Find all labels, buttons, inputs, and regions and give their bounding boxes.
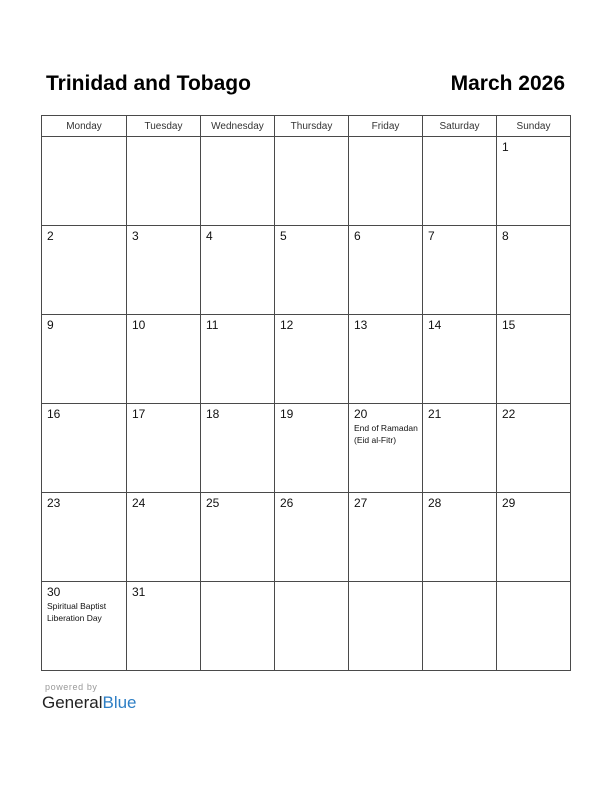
day-cell — [349, 493, 423, 582]
day-cell — [42, 582, 127, 671]
day-cell — [201, 493, 275, 582]
week-row — [42, 137, 571, 226]
day-cell — [349, 582, 423, 671]
day-number — [349, 137, 422, 140]
day-cell — [497, 493, 571, 582]
day-cell — [42, 226, 127, 315]
logo-text-general: General — [42, 693, 103, 712]
calendar-country-title: Trinidad and Tobago — [46, 72, 251, 95]
day-cell — [349, 226, 423, 315]
day-number: 19 — [280, 407, 294, 421]
week-row — [42, 404, 571, 493]
day-cell — [275, 315, 349, 404]
day-cell — [349, 315, 423, 404]
day-number: 30 — [47, 585, 61, 599]
day-cell — [275, 226, 349, 315]
day-cell — [127, 226, 201, 315]
week-row — [42, 226, 571, 315]
day-cell — [423, 493, 497, 582]
day-number: 23 — [47, 496, 61, 510]
day-number: 6 — [354, 229, 361, 243]
day-number: 17 — [132, 407, 146, 421]
day-number: 27 — [354, 496, 368, 510]
day-number: 22 — [502, 407, 516, 421]
day-number: 4 — [206, 229, 213, 243]
day-cell — [42, 404, 127, 493]
weekday-header: Sunday — [497, 116, 571, 137]
day-cell — [275, 582, 349, 671]
powered-by-label: powered by — [45, 682, 98, 692]
holiday-label: End of Ramadan (Eid al-Fitr) — [354, 423, 418, 445]
day-number — [349, 582, 422, 585]
day-cell — [275, 493, 349, 582]
day-number — [201, 582, 274, 585]
holiday-label: Spiritual Baptist Liberation Day — [47, 601, 107, 623]
day-number: 15 — [502, 318, 516, 332]
day-cell — [349, 404, 423, 493]
day-number: 24 — [132, 496, 146, 510]
day-number: 21 — [428, 407, 442, 421]
day-number: 14 — [428, 318, 442, 332]
week-row — [42, 493, 571, 582]
day-number — [201, 137, 274, 140]
day-cell — [201, 315, 275, 404]
day-cell — [423, 404, 497, 493]
day-cell — [497, 226, 571, 315]
day-number: 20 — [354, 407, 368, 421]
weekday-header: Tuesday — [127, 116, 201, 137]
day-cell — [275, 404, 349, 493]
day-number: 16 — [47, 407, 61, 421]
day-cell — [497, 315, 571, 404]
weekday-header: Friday — [349, 116, 423, 137]
day-cell — [201, 582, 275, 671]
day-number: 13 — [354, 318, 368, 332]
day-cell — [42, 315, 127, 404]
day-number: 7 — [428, 229, 435, 243]
day-cell — [275, 137, 349, 226]
week-row — [42, 582, 571, 671]
day-number — [275, 137, 348, 140]
day-number: 10 — [132, 318, 146, 332]
day-number: 5 — [280, 229, 287, 243]
calendar-grid — [41, 115, 571, 671]
day-number: 3 — [132, 229, 139, 243]
day-cell — [127, 137, 201, 226]
logo-text-blue: Blue — [102, 693, 137, 712]
generalblue-logo[interactable] — [42, 693, 137, 713]
day-cell — [349, 137, 423, 226]
day-number — [42, 137, 126, 140]
weekday-header: Monday — [42, 116, 127, 137]
day-cell — [201, 137, 275, 226]
weekday-header-row — [42, 116, 571, 137]
day-cell — [497, 404, 571, 493]
day-cell — [127, 404, 201, 493]
day-number: 1 — [502, 140, 509, 154]
day-cell — [42, 137, 127, 226]
day-number: 28 — [428, 496, 442, 510]
day-number — [423, 137, 496, 140]
day-number — [497, 582, 570, 585]
weekday-header: Wednesday — [201, 116, 275, 137]
weekday-header: Saturday — [423, 116, 497, 137]
day-number: 29 — [502, 496, 516, 510]
calendar-month-title: March 2026 — [450, 72, 565, 95]
day-cell — [127, 582, 201, 671]
weekday-header: Thursday — [275, 116, 349, 137]
day-cell — [423, 137, 497, 226]
day-number — [423, 582, 496, 585]
day-number: 31 — [132, 585, 146, 599]
day-number — [275, 582, 348, 585]
day-cell — [127, 493, 201, 582]
week-row — [42, 315, 571, 404]
day-cell — [42, 493, 127, 582]
day-cell — [423, 315, 497, 404]
day-cell — [497, 582, 571, 671]
day-number — [127, 137, 200, 140]
day-cell — [423, 226, 497, 315]
day-number: 12 — [280, 318, 294, 332]
day-number: 8 — [502, 229, 509, 243]
day-number: 2 — [47, 229, 54, 243]
day-cell — [423, 582, 497, 671]
day-number: 25 — [206, 496, 220, 510]
day-number: 26 — [280, 496, 294, 510]
day-cell — [497, 137, 571, 226]
day-cell — [201, 226, 275, 315]
day-cell — [201, 404, 275, 493]
day-cell — [127, 315, 201, 404]
day-number: 9 — [47, 318, 54, 332]
day-number: 18 — [206, 407, 220, 421]
day-number: 11 — [206, 318, 219, 332]
